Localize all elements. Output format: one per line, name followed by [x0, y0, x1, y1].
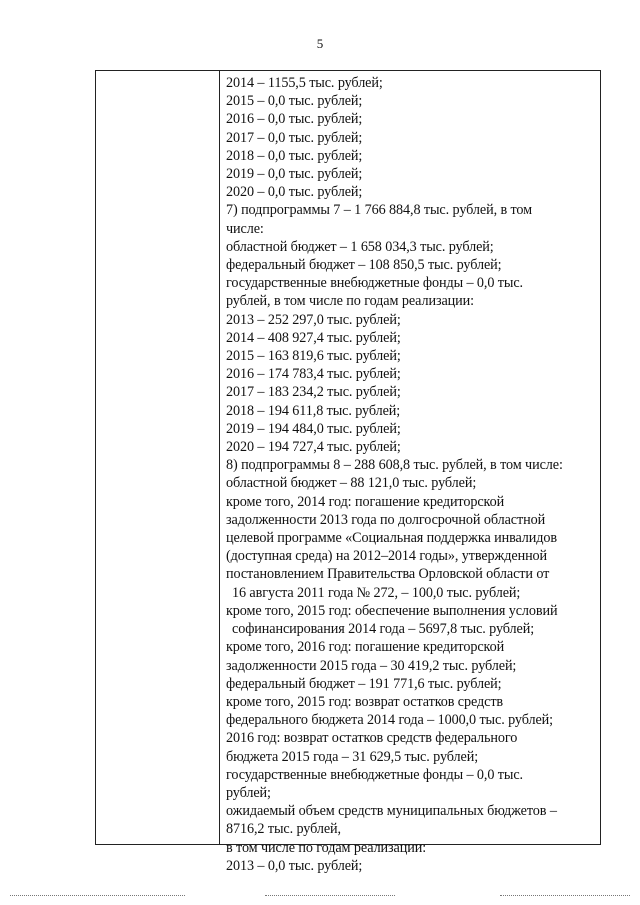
text-line: числе: [226, 220, 264, 237]
footer-rule-right [500, 895, 630, 896]
table-cell-content [226, 74, 596, 875]
text-line: 2015 – 163 819,6 тыс. рублей; [226, 348, 401, 365]
text-line: рублей; [226, 784, 271, 801]
text-line: 7) подпрограммы 7 – 1 766 884,8 тыс. рублей, в том [226, 202, 533, 219]
text-line: бюджета 2015 года – 31 629,5 тыс. рублей; [226, 748, 479, 765]
text-line: 2013 – 252 297,0 тыс. рублей; [226, 311, 401, 328]
text-line: кроме того, 2014 год: погашение кредиторской [226, 493, 505, 510]
text-line: 2018 – 0,0 тыс. рублей; [226, 147, 363, 164]
document-table [95, 70, 601, 874]
column-divider [219, 71, 220, 844]
footer-rule-left [10, 895, 185, 896]
text-line: 2018 – 194 611,8 тыс. рублей; [226, 402, 401, 419]
text-line: задолженности 2015 года – 30 419,2 тыс. рублей; [226, 657, 517, 674]
text-line: 2017 – 183 234,2 тыс. рублей; [226, 384, 401, 401]
text-line: федеральный бюджет – 108 850,5 тыс. рублей; [226, 257, 502, 274]
text-line: 2020 – 0,0 тыс. рублей; [226, 184, 363, 201]
text-line: 2014 – 1155,5 тыс. рублей; [226, 75, 383, 91]
text-line: 2019 – 0,0 тыс. рублей; [226, 166, 363, 183]
text-line: областной бюджет – 88 121,0 тыс. рублей; [226, 475, 477, 492]
text-line: государственные внебюджетные фонды – 0,0 тыс. [226, 766, 523, 783]
text-line: ожидаемый объем средств муниципальных бюджетов – [226, 803, 557, 820]
page-number: 5 [316, 36, 324, 51]
text-line: 8) подпрограммы 8 – 288 608,8 тыс. рублей, в том числе: [226, 457, 563, 474]
text-line: (доступная среда) на 2012–2014 годы», утвержденной [226, 548, 548, 565]
text-line: федеральный бюджет – 191 771,6 тыс. рублей; [226, 675, 502, 692]
text-line: 2014 – 408 927,4 тыс. рублей; [226, 329, 401, 346]
footer-rule-center [265, 895, 395, 896]
text-line: задолженности 2013 года по долгосрочной областной [226, 511, 546, 528]
text-line: государственные внебюджетные фонды – 0,0 тыс. [226, 275, 523, 292]
text-line: кроме того, 2016 год: погашение кредиторской [226, 639, 505, 656]
text-line: 16 августа 2011 года № 272, – 100,0 тыс. рублей; [232, 584, 521, 601]
text-line: рублей, в том числе по годам реализации: [226, 293, 475, 310]
text-line: 2013 – 0,0 тыс. рублей; [226, 857, 363, 874]
text-line: 2019 – 194 484,0 тыс. рублей; [226, 420, 401, 437]
text-line: областной бюджет – 1 658 034,3 тыс. рублей; [226, 238, 494, 255]
text-line: федерального бюджета 2014 года – 1000,0 тыс. рублей; [226, 712, 553, 729]
text-line: 2016 – 174 783,4 тыс. рублей; [226, 366, 401, 383]
text-line: целевой программе «Социальная поддержка инвалидов [226, 530, 557, 547]
text-line: кроме того, 2015 год: возврат остатков средств [226, 693, 504, 710]
text-line: 2015 – 0,0 тыс. рублей; [226, 93, 363, 110]
text-line: 2016 год: возврат остатков средств федерального [226, 730, 518, 747]
text-line: 2017 – 0,0 тыс. рублей; [226, 129, 363, 146]
text-line: 2016 – 0,0 тыс. рублей; [226, 111, 363, 128]
text-line: 8716,2 тыс. рублей, [226, 821, 341, 838]
text-line: 2020 – 194 727,4 тыс. рублей; [226, 439, 401, 456]
text-line: кроме того, 2015 год: обеспечение выполнения условий [226, 602, 558, 619]
text-line: софинансирования 2014 года – 5697,8 тыс. рублей; [232, 621, 535, 638]
text-line: постановлением Правительства Орловской области от [226, 566, 550, 583]
text-line: в том числе по годам реализации: [226, 839, 427, 856]
